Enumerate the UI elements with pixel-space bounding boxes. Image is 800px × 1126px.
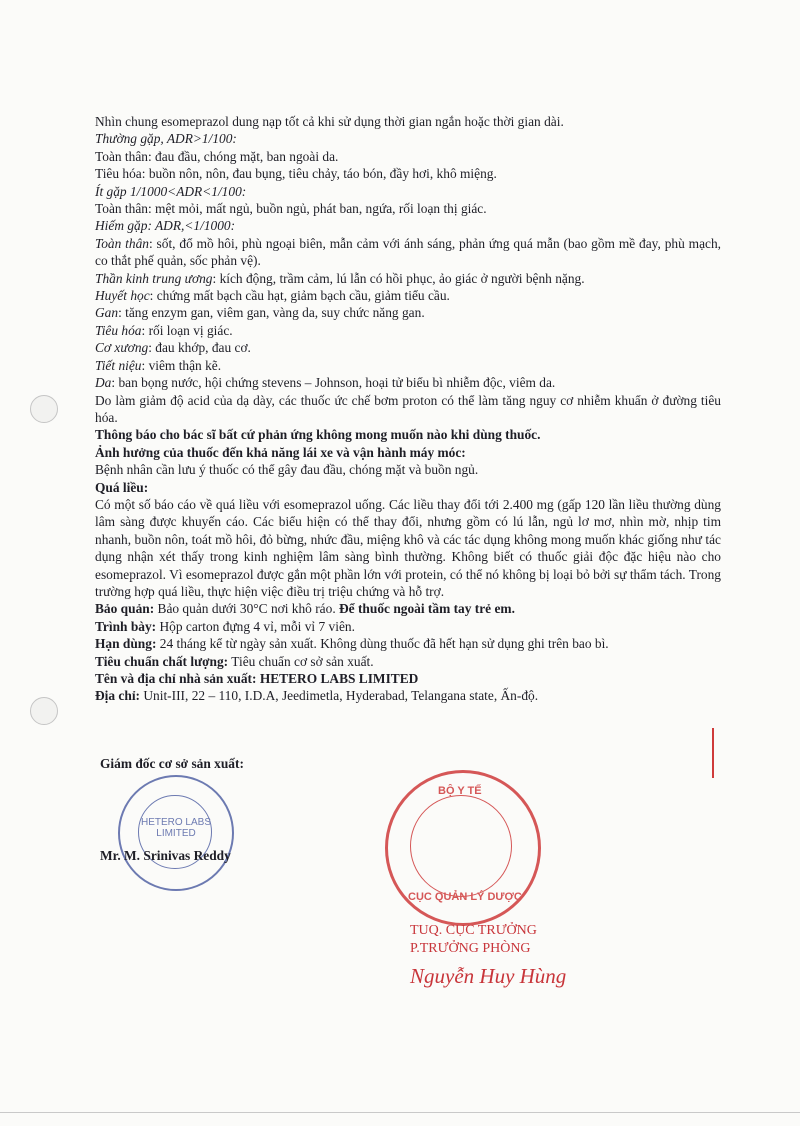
bold-notice: Thông báo cho bác sĩ bất cứ phản ứng không mong muốn nào khi dùng thuốc. [95, 427, 541, 443]
text-line [95, 287, 721, 304]
approval-seal-bottom: CỤC QUẢN LÝ DƯỢC [408, 891, 522, 903]
item-label: Tiêu hóa [95, 322, 142, 338]
section-heading: Hiếm gặp: ADR,<1/1000: [95, 218, 236, 234]
approval-line-2: P.TRƯỞNG PHÒNG [410, 941, 531, 956]
item-text: : viêm thận kẽ. [141, 357, 222, 373]
signer-name: Mr. M. Srinivas Reddy [100, 848, 231, 863]
signature-title: Giám đốc cơ sở sản xuất: [100, 756, 244, 771]
text-line: Toàn thân: đau đầu, chóng mặt, ban ngoài da. [95, 148, 339, 164]
item-text: : đau khớp, đau cơ. [148, 340, 251, 356]
item-text: : chứng mất bạch cầu hạt, giảm bạch cầu, giảm tiểu cầu. [149, 288, 450, 304]
company-seal-text: HETERO LABS LIMITED [140, 817, 212, 839]
text-line [95, 618, 721, 635]
text-line [95, 339, 721, 356]
item-label: Da [95, 375, 112, 391]
text-line: Bệnh nhân cần lưu ý thuốc có thể gây đau đầu, chóng mặt và buồn ngủ. [95, 462, 479, 478]
item-label: Địa chỉ: [95, 688, 141, 704]
text-line: Nhìn chung esomeprazol dung nạp tốt cả khi sử dụng thời gian ngắn hoặc thời gian dài. [95, 114, 564, 129]
text-line: Toàn thân: mệt mỏi, mất ngủ, buồn ngủ, phát ban, ngứa, rối loạn thị giác. [95, 201, 487, 217]
item-label: Tiết niệu [95, 357, 142, 373]
section-heading: Quá liều: [95, 479, 149, 495]
approval-seal-top: BỘ Y TẾ [438, 785, 482, 797]
page-edge-line [0, 1112, 800, 1113]
item-label: Thần kinh trung ương [95, 270, 213, 286]
item-label: Gan [95, 305, 119, 321]
item-text: : ban bọng nước, hội chứng stevens – Johnson, hoại tử biểu bì nhiễm độc, viêm da. [111, 375, 556, 391]
approval-seal [385, 770, 541, 926]
text-line [95, 600, 721, 617]
overdose-paragraph: Có một số báo cáo về quá liều với esomeprazol uống. Các liều thay đổi tới 2.400 mg (gấp 120 lần liều thường dùng lâm sàng được khuyến cáo. Các biểu hiện có thể thay đổi, nhưng gồm có lú lẫn, ngủ lơ mơ, nhìn mờ, nhịp tim nhanh, buồn nôn, toát mồ hôi, đỏ bừng, nhức đầu, miệng khô và các tác dụng không mong muốn khác giống như tác dụng nhận xét thấy trong kinh nghiệm lâm sàng bình thường. Không biết có thuốc giải độc đặc hiệu nào cho esomeprazol. Vì esomeprazol được gắn một phần lớn với protein, có thể nó không bị loại bỏ bởi sự thẩm tách. Trong trường hợp quá liều, thực hiện việc điều trị triệu chứng và hỗ trợ. [95, 496, 721, 599]
document-body [95, 113, 721, 705]
item-label: Huyết học [95, 288, 150, 304]
item-text: Unit-III, 22 – 110, I.D.A, Jeedimetla, Hyderabad, Telangana state, Ấn-độ. [140, 688, 539, 704]
text-paragraph: Do làm giảm độ acid của dạ dày, các thuốc ức chế bơm proton có thể làm tăng nguy cơ nhiễm khuẩn ở đường tiêu hóa. [95, 392, 721, 425]
item-text: : tăng enzym gan, viêm gan, vàng da, suy chức năng gan. [118, 305, 425, 321]
edge-mark [712, 728, 714, 778]
item-text: Tiêu chuẩn cơ sở sản xuất. [228, 653, 374, 669]
company-seal [118, 775, 234, 891]
section-heading: Ảnh hưởng của thuốc đến khả năng lái xe và vận hành máy móc: [95, 444, 466, 460]
item-text: 24 tháng kể từ ngày sản xuất. Không dùng thuốc đã hết hạn sử dụng ghi trên bao bì. [156, 636, 609, 652]
section-heading: Ít gặp 1/1000<ADR<1/100: [95, 183, 247, 199]
item-text: Bảo quản dưới 30°C nơi khô ráo. [154, 601, 340, 617]
text-line [95, 653, 721, 670]
item-label: Bảo quản: [95, 601, 155, 617]
text-line: Tiêu hóa: buồn nôn, nôn, đau bụng, tiêu chảy, táo bón, đầy hơi, khô miệng. [95, 166, 497, 182]
punch-hole-top [30, 395, 58, 423]
item-text: : rối loạn vị giác. [141, 322, 233, 338]
item-label: Tiêu chuẩn chất lượng: [95, 653, 229, 669]
manufacturer-heading: Tên và địa chỉ nhà sản xuất: HETERO LABS LIMITED [95, 671, 419, 686]
item-label: Hạn dùng: [95, 636, 157, 652]
item-label: Toàn thân [95, 235, 149, 251]
item-bold-text: Để thuốc ngoài tầm tay trẻ em. [339, 601, 515, 617]
text-line [95, 304, 721, 321]
item-text: : kích động, trầm cảm, lú lẫn có hồi phục, ảo giác ở người bệnh nặng. [212, 270, 585, 286]
text-line [95, 635, 721, 652]
approval-line-1: TUQ. CỤC TRƯỞNG [410, 923, 537, 938]
item-text: : sốt, đổ mồ hôi, phù ngoại biên, mẫn cảm với ánh sáng, phản ứng quá mẫn (bao gồm mề đay, phù mạch, co thắt phế quản, sốc phản vệ). [95, 235, 721, 269]
text-line [95, 374, 721, 391]
text-line [95, 357, 721, 374]
approval-signer: Nguyễn Huy Hùng [410, 964, 567, 988]
punch-hole-bottom [30, 697, 58, 725]
section-heading: Thường gặp, ADR>1/100: [95, 131, 237, 147]
item-text: Hộp carton đựng 4 vỉ, mỗi vỉ 7 viên. [156, 618, 355, 634]
approval-block [410, 922, 600, 990]
text-line [95, 270, 721, 287]
text-line [95, 687, 721, 704]
item-label: Trình bày: [95, 618, 157, 634]
item-label: Cơ xương [95, 340, 149, 356]
text-paragraph [95, 235, 721, 270]
text-line [95, 322, 721, 339]
